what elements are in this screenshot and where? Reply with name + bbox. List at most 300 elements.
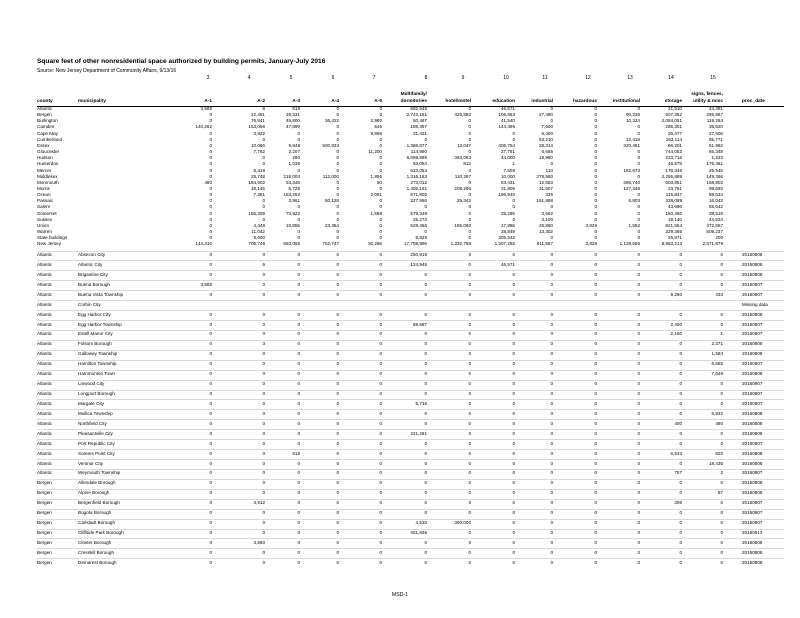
table-cell: 0 bbox=[297, 321, 300, 327]
table-cell: 0 bbox=[424, 450, 427, 456]
table-cell: 0 bbox=[512, 520, 515, 526]
table-cell: 0 bbox=[594, 361, 597, 367]
table-cell: 0 bbox=[550, 281, 553, 287]
table-cell: 0 bbox=[468, 321, 471, 327]
table-cell: 0 bbox=[262, 410, 265, 416]
table-cell: 12,418 bbox=[625, 136, 640, 142]
county-name: Atlantic bbox=[37, 430, 53, 436]
table-cell: 0 bbox=[720, 530, 723, 536]
proc-date: 20160907 bbox=[742, 500, 763, 506]
table-cell: 0 bbox=[512, 490, 515, 496]
table-cell: 0 bbox=[379, 371, 382, 377]
table-cell: 115,847 bbox=[665, 192, 682, 198]
table-cell: 2,255,889 bbox=[661, 173, 682, 179]
table-cell: 85,771 bbox=[708, 136, 723, 142]
county-name: Atlantic bbox=[37, 252, 53, 257]
table-cell: 0 bbox=[468, 261, 471, 267]
table-cell: 2,571,879 bbox=[702, 241, 723, 247]
county-name: Somerset bbox=[37, 210, 57, 216]
table-cell: 0 bbox=[637, 500, 640, 506]
table-cell: 22,481 bbox=[250, 112, 265, 118]
table-cell: 2,160 bbox=[670, 331, 682, 337]
municipality-name: Bergenfield Borough bbox=[78, 500, 120, 506]
table-cell: 1,405,161 bbox=[406, 185, 427, 191]
table-cell: 66,201 bbox=[667, 142, 682, 148]
table-cell: 0 bbox=[297, 229, 300, 234]
table-cell: 0 bbox=[379, 204, 382, 210]
table-cell: 378,580 bbox=[536, 173, 553, 179]
table-cell: 0 bbox=[720, 430, 723, 436]
table-cell: 0 bbox=[209, 311, 212, 317]
table-cell: 53,210 bbox=[538, 136, 553, 142]
table-cell: 0 bbox=[637, 510, 640, 516]
table-cell: 0 bbox=[424, 271, 427, 277]
municipality-name: Pleasantville City bbox=[78, 430, 113, 436]
table-cell: 579,348 bbox=[410, 210, 427, 216]
proc-date: 20160907 bbox=[742, 381, 763, 387]
table-cell: 0 bbox=[594, 410, 597, 416]
table-cell: 0 bbox=[379, 321, 382, 327]
table-cell: 306 bbox=[674, 500, 682, 506]
table-cell: 0 bbox=[424, 291, 427, 297]
table-cell: 17,759,996 bbox=[404, 241, 427, 247]
table-cell: 0 bbox=[209, 198, 212, 204]
table-cell: 0 bbox=[468, 118, 471, 124]
table-cell: 360,000 bbox=[454, 520, 471, 526]
table-cell: 89,687 bbox=[412, 321, 427, 327]
table-cell: 472,667 bbox=[706, 222, 723, 228]
column-number: 11 bbox=[542, 75, 548, 81]
table-cell: 0 bbox=[594, 400, 597, 406]
table-cell: 0 bbox=[637, 173, 640, 179]
county-name: Cape May bbox=[37, 130, 58, 136]
table-cell: 0 bbox=[262, 271, 265, 277]
table-cell: 0 bbox=[550, 252, 553, 257]
table-cell: 0 bbox=[550, 118, 553, 124]
table-cell: 3,829 bbox=[585, 241, 597, 247]
table-cell: 433 bbox=[715, 291, 723, 297]
header-column: hotel/motel bbox=[445, 99, 471, 104]
table-cell: 0 bbox=[336, 410, 339, 416]
table-cell: 7,500 bbox=[541, 124, 553, 130]
table-cell: 0 bbox=[379, 222, 382, 228]
table-cell: 320,481 bbox=[623, 142, 640, 148]
proc-date: 20160808 bbox=[742, 430, 763, 436]
table-cell: 25,343 bbox=[456, 198, 471, 204]
table-cell: 0 bbox=[424, 361, 427, 367]
table-cell: 0 bbox=[336, 351, 339, 357]
table-cell: 7,381 bbox=[253, 192, 265, 198]
table-cell: 0 bbox=[336, 420, 339, 426]
header-county: county bbox=[37, 99, 53, 104]
county-name: Atlantic bbox=[37, 400, 53, 406]
municipality-name: Estell Manor City bbox=[78, 331, 113, 337]
county-name: Mercer bbox=[37, 167, 52, 173]
county-name: Middlesex bbox=[37, 173, 58, 179]
table-cell: 0 bbox=[550, 341, 553, 347]
table-cell: 0 bbox=[209, 341, 212, 347]
county-name: Bergen bbox=[37, 112, 52, 118]
table-cell: 0 bbox=[594, 341, 597, 347]
table-cell: 0 bbox=[637, 490, 640, 496]
table-cell: 80,128 bbox=[324, 198, 339, 204]
county-name: Atlantic bbox=[37, 450, 53, 456]
table-cell: 0 bbox=[379, 216, 382, 222]
county-name: Atlantic bbox=[37, 261, 53, 267]
table-cell: 0 bbox=[512, 136, 515, 142]
table-cell: 0 bbox=[550, 291, 553, 297]
table-cell: 0 bbox=[336, 311, 339, 317]
municipality-name: Demarest Borough bbox=[78, 559, 117, 565]
table-cell: 0 bbox=[424, 470, 427, 476]
table-cell: 186,060 bbox=[454, 222, 471, 228]
table-cell: 0 bbox=[379, 361, 382, 367]
table-cell: 0 bbox=[594, 520, 597, 526]
table-cell: 149,396 bbox=[706, 173, 723, 179]
county-name: Atlantic bbox=[37, 331, 53, 337]
table-cell: 285,301 bbox=[665, 124, 682, 130]
table-cell: 328,089 bbox=[665, 198, 682, 204]
table-cell: 0 bbox=[637, 311, 640, 317]
table-cell: 0 bbox=[209, 161, 212, 167]
table-cell: 0 bbox=[262, 480, 265, 486]
table-cell: 31,507 bbox=[538, 185, 553, 191]
county-name: Gloucester bbox=[37, 149, 60, 155]
table-cell: 0 bbox=[209, 470, 212, 476]
table-cell: 0 bbox=[512, 549, 515, 555]
county-name: Monmouth bbox=[37, 179, 59, 185]
row-divider bbox=[37, 300, 784, 301]
table-cell: 0 bbox=[209, 261, 212, 267]
table-cell: 0 bbox=[637, 430, 640, 436]
table-cell: 0 bbox=[679, 539, 682, 545]
table-cell: 0 bbox=[379, 112, 382, 118]
table-cell: 812 bbox=[463, 161, 471, 167]
table-cell: 0 bbox=[379, 420, 382, 426]
table-cell: 0 bbox=[262, 430, 265, 436]
municipality-name: Hammonton Town bbox=[78, 371, 115, 377]
table-cell: 0 bbox=[336, 381, 339, 387]
table-cell: 0 bbox=[468, 559, 471, 565]
column-number: 14 bbox=[668, 75, 674, 81]
table-cell: 0 bbox=[679, 480, 682, 486]
header-column: A-1 bbox=[204, 99, 212, 104]
table-cell: 0 bbox=[594, 470, 597, 476]
table-cell: 0 bbox=[512, 539, 515, 545]
table-cell: 0 bbox=[262, 252, 265, 257]
table-cell: 0 bbox=[468, 281, 471, 287]
table-cell: 0 bbox=[209, 351, 212, 357]
table-cell: 156,309 bbox=[248, 210, 265, 216]
table-cell: 0 bbox=[637, 341, 640, 347]
table-cell: 36,422 bbox=[324, 118, 339, 124]
table-cell: 0 bbox=[594, 106, 597, 111]
table-cell: 31,809 bbox=[500, 185, 515, 191]
table-cell: 0 bbox=[679, 361, 682, 367]
table-cell: 0 bbox=[512, 430, 515, 436]
table-cell: 0 bbox=[262, 460, 265, 466]
table-cell: 0 bbox=[679, 381, 682, 387]
table-cell: 0 bbox=[720, 381, 723, 387]
table-cell: 0 bbox=[720, 559, 723, 565]
header-column: industrial bbox=[531, 99, 553, 104]
header-column: Multifamily/ bbox=[400, 92, 427, 97]
table-cell: 0 bbox=[637, 124, 640, 130]
table-cell: 0 bbox=[424, 460, 427, 466]
table-cell: 5,716 bbox=[415, 400, 427, 406]
table-cell: 0 bbox=[637, 381, 640, 387]
table-cell: 623,054 bbox=[410, 167, 427, 173]
table-cell: 0 bbox=[679, 252, 682, 257]
table-cell: 0 bbox=[468, 510, 471, 516]
table-cell: 0 bbox=[336, 261, 339, 267]
proc-date: 20160907 bbox=[742, 470, 763, 476]
table-cell: 67 bbox=[717, 490, 723, 496]
table-cell: 2,091 bbox=[370, 192, 382, 198]
table-cell: 46,579 bbox=[667, 161, 682, 167]
table-cell: 2 bbox=[720, 470, 723, 476]
table-cell: 0 bbox=[297, 500, 300, 506]
table-cell: 0 bbox=[594, 155, 597, 161]
table-cell: 0 bbox=[379, 500, 382, 506]
table-cell: 0 bbox=[336, 204, 339, 210]
table-cell: 3 bbox=[262, 341, 265, 347]
table-cell: 0 bbox=[424, 204, 427, 210]
table-cell: 0 bbox=[637, 400, 640, 406]
municipality-name: Folsom Borough bbox=[78, 341, 112, 347]
header-column: institutional bbox=[612, 99, 640, 104]
table-cell: 0 bbox=[379, 311, 382, 317]
table-cell: 0 bbox=[594, 210, 597, 216]
table-cell: 0 bbox=[209, 142, 212, 148]
table-cell: 0 bbox=[209, 210, 212, 216]
table-cell: 0 bbox=[637, 229, 640, 234]
header-column: A-4 bbox=[331, 99, 339, 104]
county-name: Passaic bbox=[37, 198, 54, 204]
table-cell: 0 bbox=[679, 410, 682, 416]
table-cell: 25,748 bbox=[250, 173, 265, 179]
table-cell: 811,587 bbox=[536, 241, 553, 247]
table-cell: 0 bbox=[336, 341, 339, 347]
table-cell: 1 bbox=[720, 331, 723, 337]
table-cell: 0 bbox=[262, 198, 265, 204]
table-cell: 0 bbox=[550, 470, 553, 476]
proc-date: 20160808 bbox=[742, 371, 763, 377]
table-cell: 0 bbox=[637, 149, 640, 155]
table-cell: 0 bbox=[379, 549, 382, 555]
table-cell: 0 bbox=[637, 450, 640, 456]
table-cell: 0 bbox=[262, 391, 265, 397]
table-cell: 26,871 bbox=[667, 235, 682, 241]
table-cell: 0 bbox=[512, 291, 515, 297]
table-cell: 0 bbox=[679, 510, 682, 516]
table-cell: 28,314 bbox=[538, 142, 553, 148]
table-cell: 0 bbox=[209, 400, 212, 406]
municipality-name: Linwood City bbox=[78, 381, 105, 387]
table-cell: 0 bbox=[262, 470, 265, 476]
table-cell: 43,696 bbox=[667, 204, 682, 210]
table-cell: 0 bbox=[297, 271, 300, 277]
municipality-name: Cliffside Park Borough bbox=[78, 530, 124, 536]
proc-date: 20160808 bbox=[742, 341, 763, 347]
table-cell: 0 bbox=[209, 229, 212, 234]
table-cell: 0 bbox=[594, 229, 597, 234]
table-cell: 0 bbox=[468, 381, 471, 387]
table-cell: 46,571 bbox=[500, 261, 515, 267]
table-cell: 93,054 bbox=[412, 161, 427, 167]
table-cell: 0 bbox=[209, 235, 212, 241]
table-cell: 0 bbox=[550, 321, 553, 327]
header-column: signs, fences, bbox=[691, 92, 723, 97]
table-cell: 0 bbox=[297, 381, 300, 387]
column-number: 4 bbox=[247, 75, 251, 81]
table-cell: 0 bbox=[297, 130, 300, 136]
table-cell: 0 bbox=[336, 252, 339, 257]
municipality-name: Atlantic City bbox=[78, 261, 103, 267]
table-cell: 0 bbox=[424, 490, 427, 496]
table-cell: 0 bbox=[637, 559, 640, 565]
table-cell: 0 bbox=[336, 470, 339, 476]
table-cell: 163,056 bbox=[248, 124, 265, 130]
table-cell: 0 bbox=[468, 252, 471, 257]
table-cell: 1,507,265 bbox=[494, 241, 515, 247]
municipality-name: Buena Vista Township bbox=[78, 291, 124, 297]
table-cell: 0 bbox=[297, 410, 300, 416]
table-cell: 0 bbox=[637, 361, 640, 367]
table-cell: 1,386,877 bbox=[406, 142, 427, 148]
table-cell: 0 bbox=[336, 510, 339, 516]
table-cell: 0 bbox=[336, 430, 339, 436]
county-name: Cumberland bbox=[37, 136, 63, 142]
table-cell: 451,836 bbox=[410, 530, 427, 536]
table-cell: 0 bbox=[424, 510, 427, 516]
table-cell: 480 bbox=[715, 420, 723, 426]
header-column: education bbox=[492, 99, 515, 104]
table-cell: 0 bbox=[720, 400, 723, 406]
table-cell: 0 bbox=[468, 136, 471, 142]
municipality-name: Port Republic City bbox=[78, 440, 115, 446]
table-cell: 19,140 bbox=[667, 216, 682, 222]
county-name: Bergen bbox=[37, 539, 52, 545]
table-cell: 8,600 bbox=[253, 235, 265, 241]
table-cell: 0 bbox=[336, 549, 339, 555]
table-cell: 2,207 bbox=[288, 149, 300, 155]
table-cell: 0 bbox=[336, 179, 339, 185]
table-cell: 0 bbox=[336, 331, 339, 337]
table-cell: 0 bbox=[297, 351, 300, 357]
table-cell: 21,510 bbox=[667, 106, 682, 111]
table-cell: 0 bbox=[297, 252, 300, 257]
table-cell: 0 bbox=[594, 510, 597, 516]
table-cell: 11,042 bbox=[251, 229, 265, 234]
table-cell: 2,980 bbox=[370, 118, 382, 124]
table-cell: 3,961 bbox=[288, 198, 300, 204]
table-cell: 0 bbox=[594, 420, 597, 426]
table-cell: 191,898 bbox=[536, 198, 553, 204]
table-cell: 0 bbox=[379, 381, 382, 387]
table-cell: 0 bbox=[550, 204, 553, 210]
table-cell: 44,534 bbox=[708, 216, 723, 222]
source-note: Source: New Jersey Department of Community Affairs, 9/13/16 bbox=[37, 68, 177, 74]
table-cell: 0 bbox=[424, 381, 427, 387]
table-cell: 0 bbox=[209, 430, 212, 436]
table-cell: 0 bbox=[594, 460, 597, 466]
table-cell: 31,421 bbox=[412, 130, 427, 136]
table-cell: 0 bbox=[209, 118, 212, 124]
table-cell: 0 bbox=[679, 261, 682, 267]
table-cell: 0 bbox=[468, 450, 471, 456]
table-cell: 0 bbox=[637, 460, 640, 466]
table-cell: 35,520 bbox=[708, 124, 723, 130]
header-proc-date: proc_date bbox=[742, 99, 765, 104]
table-cell: 0 bbox=[209, 252, 212, 257]
table-cell: 0 bbox=[262, 161, 265, 167]
table-cell: 0 bbox=[424, 480, 427, 486]
table-cell: 0 bbox=[424, 136, 427, 142]
municipality-name: Bogota Borough bbox=[78, 510, 112, 516]
table-cell: 0 bbox=[637, 321, 640, 327]
table-cell: 0 bbox=[594, 311, 597, 317]
table-cell: 25,273 bbox=[412, 216, 427, 222]
table-cell: 183,252 bbox=[283, 192, 300, 198]
proc-date: 20160808 bbox=[742, 351, 763, 357]
table-cell: 0 bbox=[209, 271, 212, 277]
county-name: Bergen bbox=[37, 500, 52, 506]
table-cell: 0 bbox=[512, 204, 515, 210]
table-cell: 0 bbox=[550, 420, 553, 426]
county-name: Atlantic bbox=[37, 301, 53, 307]
table-cell: 0 bbox=[468, 216, 471, 222]
table-cell: 0 bbox=[594, 480, 597, 486]
table-cell: 0 bbox=[637, 281, 640, 287]
table-cell: 0 bbox=[336, 149, 339, 155]
table-cell: 425,880 bbox=[454, 112, 471, 118]
table-cell: 0 bbox=[594, 549, 597, 555]
table-cell: 0 bbox=[336, 155, 339, 161]
county-name: Atlantic bbox=[37, 470, 53, 476]
table-cell: 0 bbox=[468, 460, 471, 466]
proc-date: 20160808 bbox=[742, 261, 763, 267]
table-cell: 0 bbox=[209, 173, 212, 179]
table-cell: 0 bbox=[379, 235, 382, 241]
table-cell: 140,262 bbox=[195, 124, 212, 130]
table-cell: 0 bbox=[594, 252, 597, 257]
county-name: Sussex bbox=[37, 216, 53, 222]
municipality-name: Galloway Township bbox=[78, 351, 118, 357]
table-cell: 329,366 bbox=[665, 229, 682, 234]
table-cell: 285,967 bbox=[706, 112, 723, 118]
table-cell: 0 bbox=[424, 229, 427, 234]
table-cell: 0 bbox=[209, 530, 212, 536]
table-cell: 0 bbox=[512, 198, 515, 204]
county-name: Atlantic bbox=[37, 391, 53, 397]
municipality-name: Absecon City bbox=[78, 252, 106, 257]
table-cell: 18,145 bbox=[250, 185, 265, 191]
county-name: Bergen bbox=[37, 510, 52, 516]
table-cell: 196,940 bbox=[498, 192, 515, 198]
table-cell: 0 bbox=[550, 490, 553, 496]
table-cell: 0 bbox=[550, 331, 553, 337]
table-cell: 0 bbox=[720, 271, 723, 277]
table-cell: 0 bbox=[512, 500, 515, 506]
table-cell: 0 bbox=[720, 480, 723, 486]
table-cell: 0 bbox=[336, 559, 339, 565]
table-cell: 0 bbox=[637, 106, 640, 111]
table-cell: 9,895 bbox=[370, 130, 382, 136]
table-cell: 0 bbox=[512, 341, 515, 347]
table-cell: 0 bbox=[594, 167, 597, 173]
table-cell: 0 bbox=[336, 460, 339, 466]
